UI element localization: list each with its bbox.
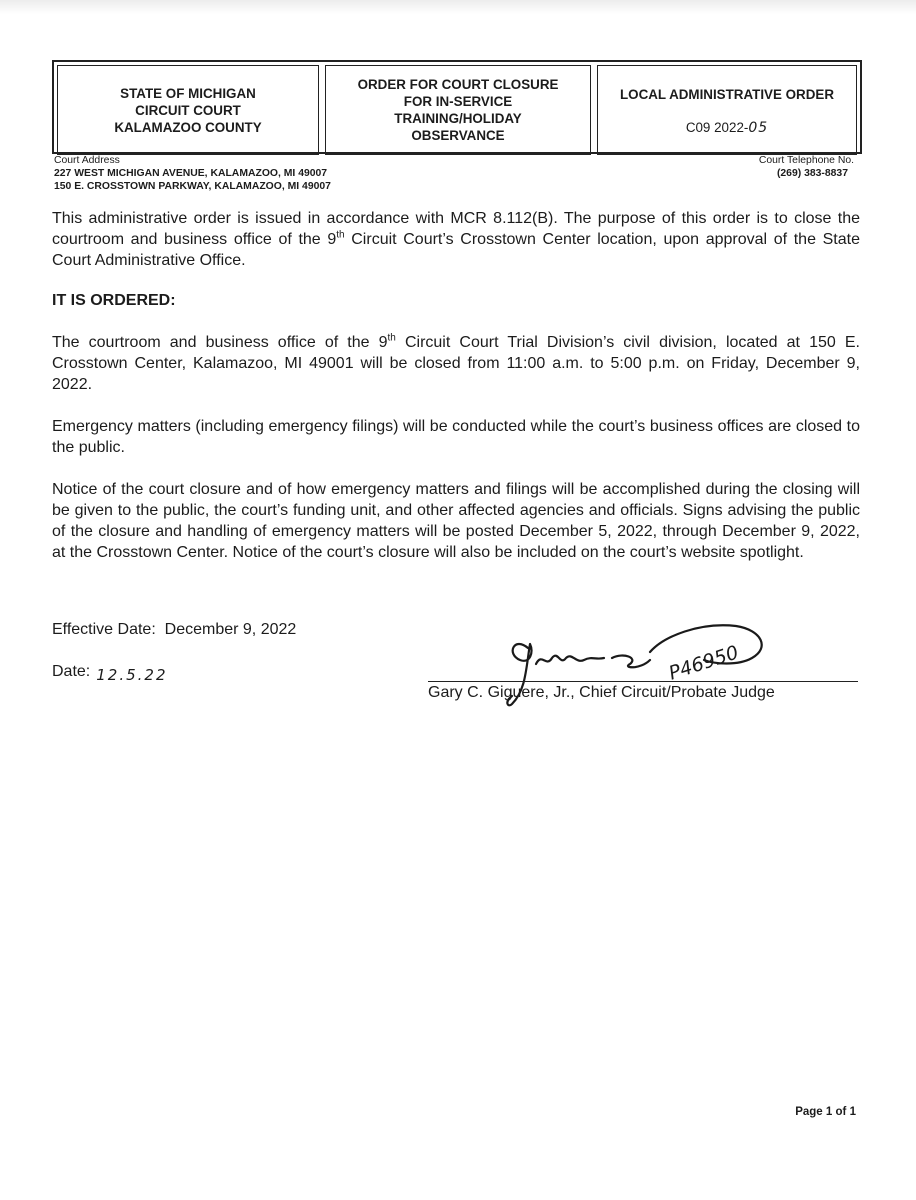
court-telephone-label: Court Telephone No. [758, 155, 854, 166]
page-current: 1 [825, 1106, 833, 1118]
closure-text: The courtroom and business office of the 9 [52, 334, 388, 351]
order-number [686, 119, 768, 137]
ordered-heading: IT IS ORDERED: [52, 292, 176, 309]
emergency-paragraph [52, 416, 860, 458]
intro-text: This administrative order is issued in accordance with MCR 8.112(B). The purpose of this order is to close the courtroom and business office of the 9 [52, 210, 860, 248]
court-address [54, 154, 331, 193]
order-number-handwritten: 05 [748, 120, 769, 136]
intro-paragraph [52, 208, 860, 271]
order-title-cell [325, 65, 591, 155]
order-type-cell [597, 65, 857, 155]
header-table [52, 60, 862, 154]
court-name-cell [57, 65, 319, 155]
effective-date [52, 621, 296, 639]
closure-text-cont: Circuit Court Trial Division’s civil division, located at 150 E. Crosstown Center, Kalamazoo, MI 49001 will be closed from 11:00 a.m. to 5:00 p.m. on Friday, December 9, 2022. [52, 334, 860, 393]
signer-name: Gary C. Giguere, Jr., Chief Circuit/Probate Judge [428, 684, 775, 701]
page-label: Page [795, 1106, 823, 1118]
court-line: KALAMAZOO COUNTY [114, 119, 262, 135]
page-top-edge [0, 0, 916, 14]
court-address-line2: 150 E. CROSSTOWN PARKWAY, KALAMAZOO, MI 49007 [54, 181, 331, 192]
signature-line [428, 681, 858, 682]
signed-date [52, 662, 168, 684]
title-line: OBSERVANCE [411, 128, 505, 143]
page-total: 1 [849, 1106, 856, 1118]
title-line: FOR IN-SERVICE [403, 94, 513, 109]
ordinal-sup: th [387, 332, 396, 344]
date-handwritten: 12.5.22 [96, 666, 168, 684]
intro-text-cont: Circuit Court’s Crosstown Center location, upon approval of the State Court Administrative Office. [52, 231, 860, 269]
title-line: ORDER FOR COURT CLOSURE [357, 77, 559, 92]
effective-date-value: December 9, 2022 [164, 621, 297, 638]
emergency-text: Emergency matters (including emergency filings) will be conducted while the court’s business offices are closed to the public. [52, 418, 860, 456]
court-line: CIRCUIT COURT [135, 102, 241, 118]
date-label: Date: [52, 663, 91, 680]
closure-paragraph [52, 332, 860, 395]
order-number-printed: C09 2022- [685, 120, 749, 135]
court-address-label: Court Address [54, 155, 120, 166]
court-line: STATE OF MICHIGAN [120, 85, 256, 101]
page-number [795, 1106, 856, 1118]
court-address-line1: 227 WEST MICHIGAN AVENUE, KALAMAZOO, MI 49007 [54, 168, 328, 179]
title-line: TRAINING/HOLIDAY [394, 111, 522, 126]
notice-paragraph [52, 479, 860, 563]
court-telephone [759, 154, 854, 180]
page-of: of [835, 1106, 847, 1118]
signature-bar-number: P46950 [666, 641, 742, 685]
order-type: LOCAL ADMINISTRATIVE ORDER [619, 87, 834, 102]
effective-date-label: Effective Date: [52, 621, 156, 638]
ordinal-sup: th [336, 229, 345, 241]
notice-text: Notice of the court closure and of how emergency matters and filings will be accomplished during the closing will be given to the public, the court’s funding unit, and other affected agencies and officials. Signs advising the public of the closure and handling of emergency matters will be posted December 5, 2022, through December 9, 2022, at the Crosstown Center. Notice of the court’s closure will also be included on the court’s website spotlight. [52, 481, 860, 561]
court-telephone-value: (269) 383-8837 [776, 168, 848, 179]
